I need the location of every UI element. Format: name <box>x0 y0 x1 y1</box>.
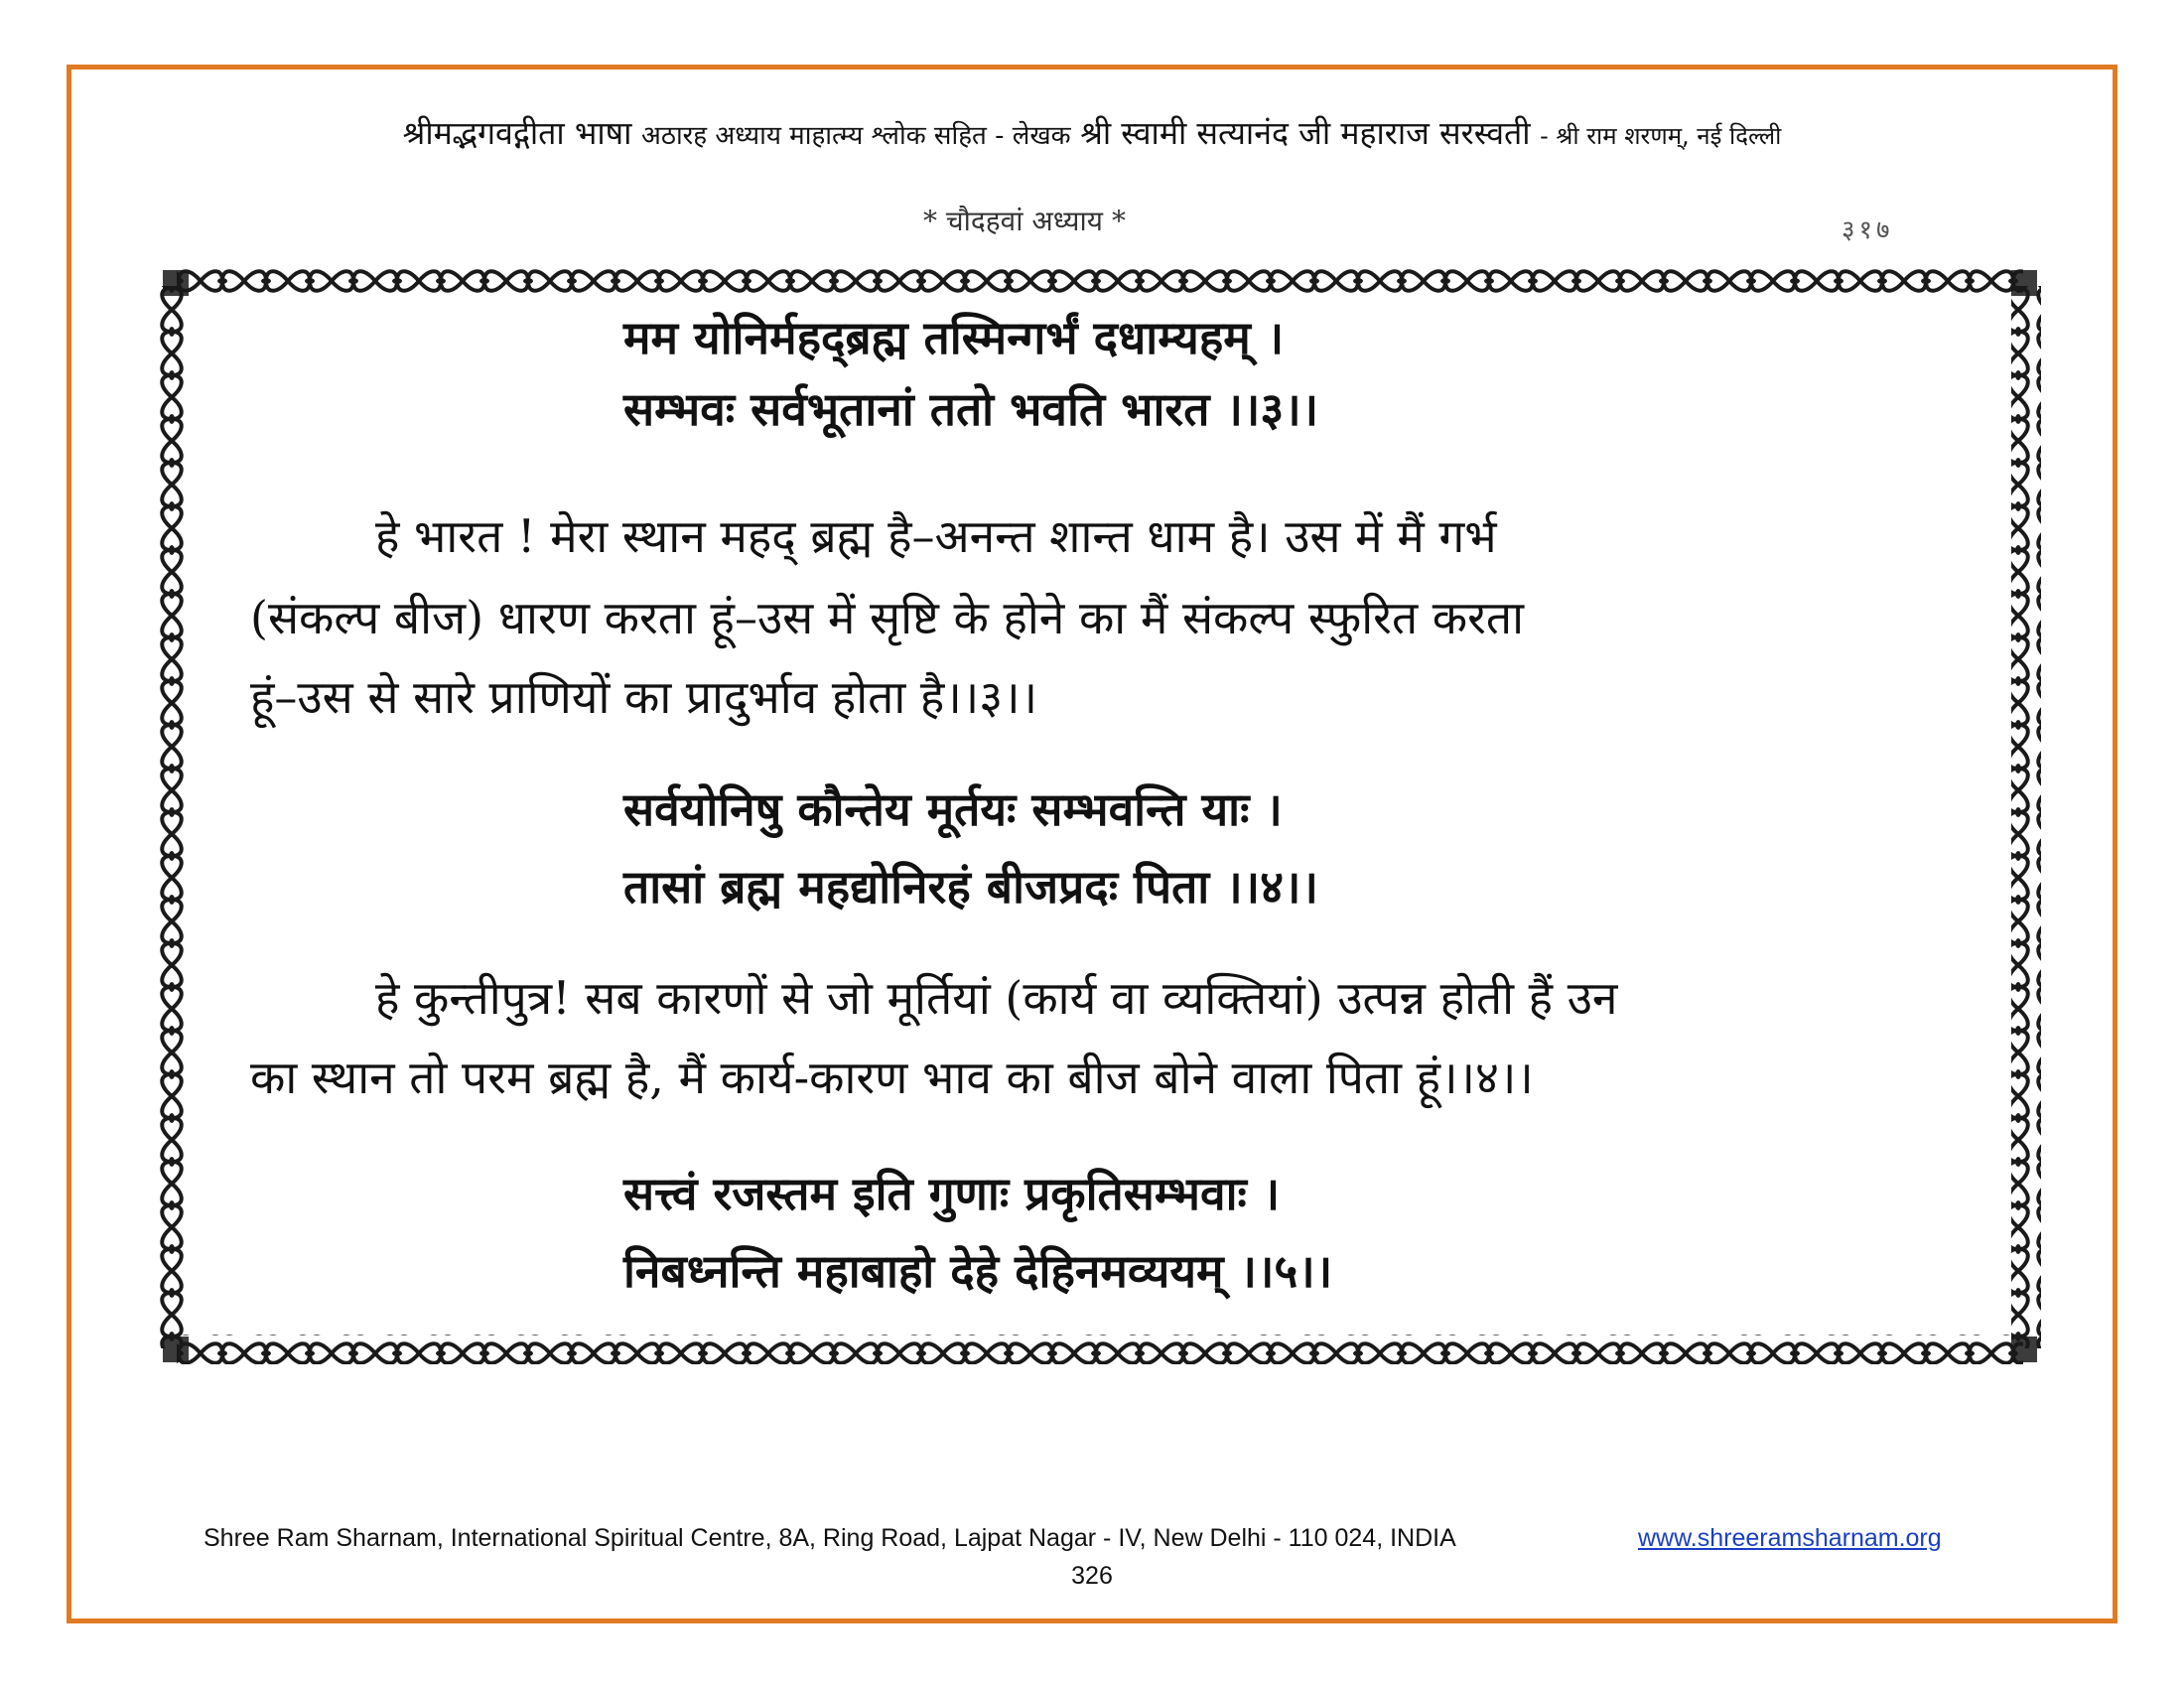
header-author: श्री स्वामी सत्यानंद जी महाराज सरस्वती <box>1080 114 1531 152</box>
scripture-content <box>199 308 1995 1331</box>
document-header <box>0 111 2184 154</box>
translation-3-line-1: हे भारत ! मेरा स्थान महद् ब्रह्म है–अनन्त शान्त धाम है। उस में मैं गर्भ <box>375 509 1497 563</box>
header-publisher: - श्री राम शरणम्, नई दिल्ली <box>1540 122 1782 150</box>
verse-4-line-2: तासां ब्रह्म महद्योनिरहं बीजप्रदः पिता ।।४।। <box>623 860 1318 914</box>
page-number: 326 <box>1071 1562 1113 1590</box>
translation-4-line-2: का स्थान तो परम ब्रह्म है, मैं कार्य-कारण भाव का बीज बोने वाला पिता हूं।।४।। <box>250 1051 1534 1104</box>
verse-5-line-1: सत्त्वं रजस्तम इति गुणाः प्रकृतिसम्भवाः । <box>623 1167 1281 1220</box>
translation-4-line-1: हे कुन्तीपुत्र! सब कारणों से जो मूर्तियां (कार्य वा व्यक्तियां) उत्पन्न होती हैं उन <box>375 971 1618 1025</box>
translation-3-line-3: हूं–उस से सारे प्राणियों का प्रादुर्भाव होता है।।३।। <box>250 670 1037 724</box>
chapter-heading: * चौदहवां अध्याय * <box>923 205 1126 237</box>
footer-address: Shree Ram Sharnam, International Spiritual Centre, 8A, Ring Road, Lajpat Nagar - IV, New Delhi - 110 024, INDIA <box>204 1524 1456 1552</box>
header-title: श्रीमद्भगवद्गीता भाषा <box>402 114 632 152</box>
header-subtitle: अठारह अध्याय माहात्म्य श्लोक सहित - लेखक <box>640 121 1071 151</box>
verse-4-line-1: सर्वयोनिषु कौन्तेय मूर्तयः सम्भवन्ति याः । <box>623 782 1283 836</box>
verse-3-line-1: मम योनिर्महद्ब्रह्म तस्मिन्गर्भं दधाम्यहम् । <box>623 311 1285 364</box>
verse-5-line-2: निबध्नन्ति महाबाहो देहे देहिनमव्ययम् ।।५।। <box>623 1244 1333 1298</box>
website-link[interactable]: www.shreeramsharnam.org <box>1638 1524 1942 1552</box>
book-page-number: ३१७ <box>1842 215 1894 245</box>
verse-3-line-2: सम्भवः सर्वभूतानां ततो भवति भारत ।।३।। <box>623 382 1319 436</box>
translation-3-line-2: (संकल्प बीज) धारण करता हूं–उस में सृष्टि के होने का मैं संकल्प स्फुरित करता <box>250 591 1525 644</box>
